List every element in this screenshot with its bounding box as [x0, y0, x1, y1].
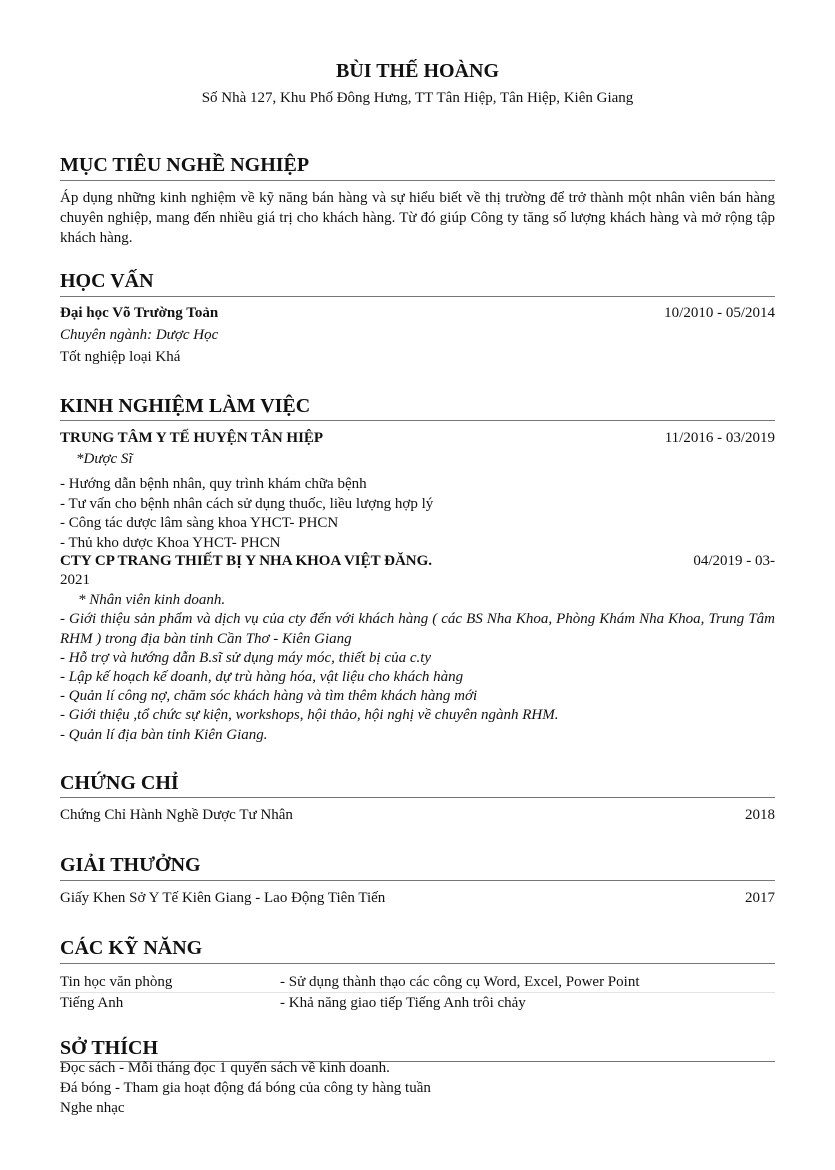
- education-period: 10/2010 - 05/2014: [664, 305, 775, 321]
- section-divider: [60, 296, 775, 297]
- section-divider: [60, 797, 775, 798]
- section-divider: [60, 420, 775, 421]
- education-school: Đại học Võ Trường Toản: [60, 305, 219, 321]
- job-period-continued: 2021: [60, 572, 90, 588]
- section-divider: [60, 180, 775, 181]
- skill-name: Tiếng Anh: [60, 995, 124, 1011]
- job-duty: - Quản lí địa bàn tỉnh Kiên Giang.: [60, 727, 268, 743]
- job-duty: - Giới thiệu sản phẩm và dịch vụ của cty đến với khách hàng ( các BS Nha Khoa, Phòng Khám Nha Khoa, Trung Tâm RHM ) trong địa bàn tỉnh Cần Thơ - Kiên Giang: [60, 611, 775, 647]
- job-period: 11/2016 - 03/2019: [664, 430, 775, 446]
- job-duty: - Công tác dược lâm sàng khoa YHCT- PHCN: [60, 515, 339, 531]
- candidate-name: BÙI THẾ HOÀNG: [336, 60, 499, 82]
- job-duty: - Tư vấn cho bệnh nhân cách sử dụng thuốc, liều lượng hợp lý: [60, 496, 434, 512]
- section-title-certificates: CHỨNG CHỈ: [60, 772, 179, 794]
- section-title-awards: GIẢI THƯỞNG: [60, 854, 201, 876]
- job-duty: - Thủ kho dược Khoa YHCT- PHCN: [60, 535, 281, 551]
- job-duty: - Quản lí công nợ, chăm sóc khách hàng và tìm thêm khách hàng mới: [60, 688, 478, 704]
- job-duty: - Hỗ trợ và hướng dẫn B.sĩ sử dụng máy móc, thiết bị của c.ty: [60, 650, 432, 666]
- award-year: 2017: [745, 890, 775, 906]
- certificate-year: 2018: [745, 807, 775, 823]
- candidate-address: Số Nhà 127, Khu Phố Đông Hưng, TT Tân Hiệp, Tân Hiệp, Kiên Giang: [201, 90, 634, 106]
- hobby-item: Nghe nhạc: [60, 1100, 125, 1116]
- skill-row: [60, 972, 775, 993]
- certificate-name: Chứng Chỉ Hành Nghề Dược Tư Nhân: [60, 807, 293, 823]
- job-duty: - Hướng dẫn bệnh nhân, quy trình khám chữa bệnh: [60, 476, 367, 492]
- section-divider: [60, 880, 775, 881]
- skill-description: - Sử dụng thành thạo các công cụ Word, Excel, Power Point: [280, 974, 640, 990]
- section-title-experience: KINH NGHIỆM LÀM VIỆC: [60, 395, 311, 417]
- job-duty: - Giới thiệu ,tổ chức sự kiện, workshops, hội thảo, hội nghị về chuyên ngành RHM.: [60, 707, 559, 723]
- education-result: Tốt nghiệp loại Khá: [60, 349, 181, 365]
- skill-description: - Khả năng giao tiếp Tiếng Anh trôi chảy: [280, 995, 526, 1011]
- section-title-objective: MỤC TIÊU NGHỀ NGHIỆP: [60, 154, 310, 176]
- section-title-hobbies: SỞ THÍCH: [60, 1037, 158, 1059]
- objective-text: Áp dụng những kinh nghiệm về kỹ năng bán hàng và sự hiểu biết về thị trường để trở thành một nhân viên bán hàng chuyên nghiệp, mang đến nhiều giá trị cho khách hàng. Từ đó giúp Công ty tăng số lượng khách hàng và mở rộng tập khách hàng.: [60, 190, 775, 246]
- section-title-education: HỌC VẤN: [60, 270, 154, 292]
- skill-name: Tin học văn phòng: [60, 974, 173, 990]
- hobby-item: Đọc sách - Mỗi tháng đọc 1 quyển sách về kinh doanh.: [60, 1060, 390, 1076]
- job-duty: - Lập kế hoạch kế doanh, dự trù hàng hóa, vật liệu cho khách hàng: [60, 669, 464, 685]
- job-company: CTY CP TRANG THIẾT BỊ Y NHA KHOA VIỆT ĐĂNG.: [60, 553, 433, 569]
- hobby-item: Đá bóng - Tham gia hoạt động đá bóng của công ty hàng tuần: [60, 1080, 431, 1096]
- section-title-skills: CÁC KỸ NĂNG: [60, 937, 203, 959]
- job-company: TRUNG TÂM Y TẾ HUYỆN TÂN HIỆP: [60, 430, 324, 446]
- job-position: *Dược Sĩ: [76, 451, 133, 467]
- award-name: Giấy Khen Sở Y Tế Kiên Giang - Lao Động Tiên Tiến: [60, 890, 386, 906]
- skill-row: [60, 993, 775, 1013]
- education-major: Chuyên ngành: Dược Học: [60, 327, 219, 343]
- job-position: * Nhân viên kinh doanh.: [78, 592, 226, 608]
- section-divider: [60, 963, 775, 964]
- job-period: 04/2019 - 03-: [693, 553, 775, 569]
